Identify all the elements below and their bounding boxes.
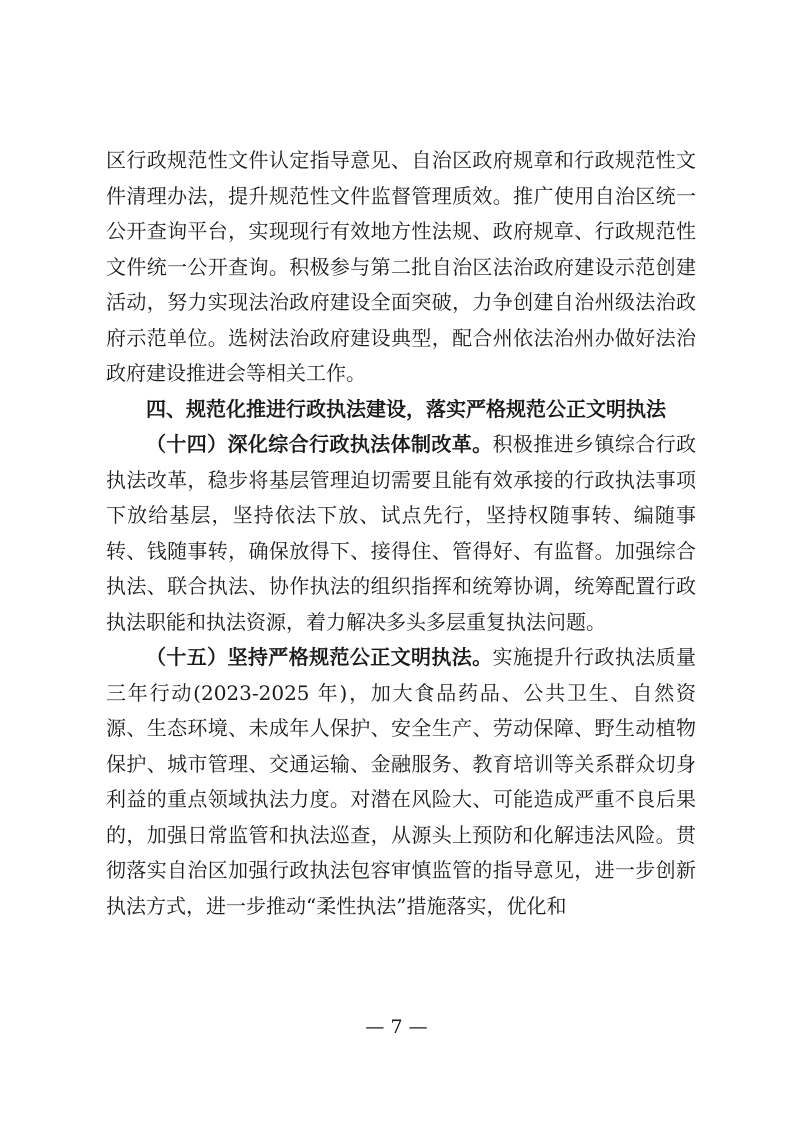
item-14-paragraph	[106, 427, 696, 640]
body-text	[106, 143, 696, 924]
item-14-text: 积极推进乡镇综合行政执法改革，稳步将基层管理迫切需要且能有效承接的行政执法事项下放给基层，坚持依法下放、试点先行，坚持权随事转、编随事转、钱随事转，确保放得下、接得住、管得好、有监督。加强综合执法、联合执法、协作执法的组织指挥和统筹协调，统筹配置行政执法职能和执法资源，着力解决多头多层重复执法问题。	[106, 432, 697, 634]
section-heading: 四、规范化推进行政执法建设，落实严格规范公正文明执法	[146, 396, 666, 421]
paragraph-1: 区行政规范性文件认定指导意见、自治区政府规章和行政规范性文件清理办法，提升规范性文件监督管理质效。推广使用自治区统一公开查询平台，实现现行有效地方性法规、政府规章、行政规范性文件统一公开查询。积极参与第二批自治区法治政府建设示范创建活动，努力实现法治政府建设全面突破，力争创建自治州级法治政府示范单位。选树法治政府建设典型，配合州依法治州办做好法治政府建设推进会等相关工作。	[106, 148, 696, 385]
item-15-title: （十五）坚持严格规范公正文明执法。	[146, 645, 493, 669]
item-15-paragraph	[106, 640, 696, 924]
item-14-title: （十四）深化综合行政执法体制改革。	[146, 432, 493, 456]
item-15-text: 实施提升行政执法质量三年行动(2023-2025 年)，加大食品药品、公共卫生、自然资源、生态环境、未成年人保护、安全生产、劳动保障、野生动植物保护、城市管理、交通运输、金融服务、教育培训等关系群众切身利益的重点领域执法力度。对潜在风险大、可能造成严重不良后果的，加强日常监管和执法巡查，从源头上预防和化解违法风险。贯彻落实自治区加强行政执法包容审慎监管的指导意见，进一步创新执法方式，进一步推动“柔性执法”措施落实，优化和	[106, 645, 697, 918]
page-number: — 7 —	[365, 1016, 428, 1038]
